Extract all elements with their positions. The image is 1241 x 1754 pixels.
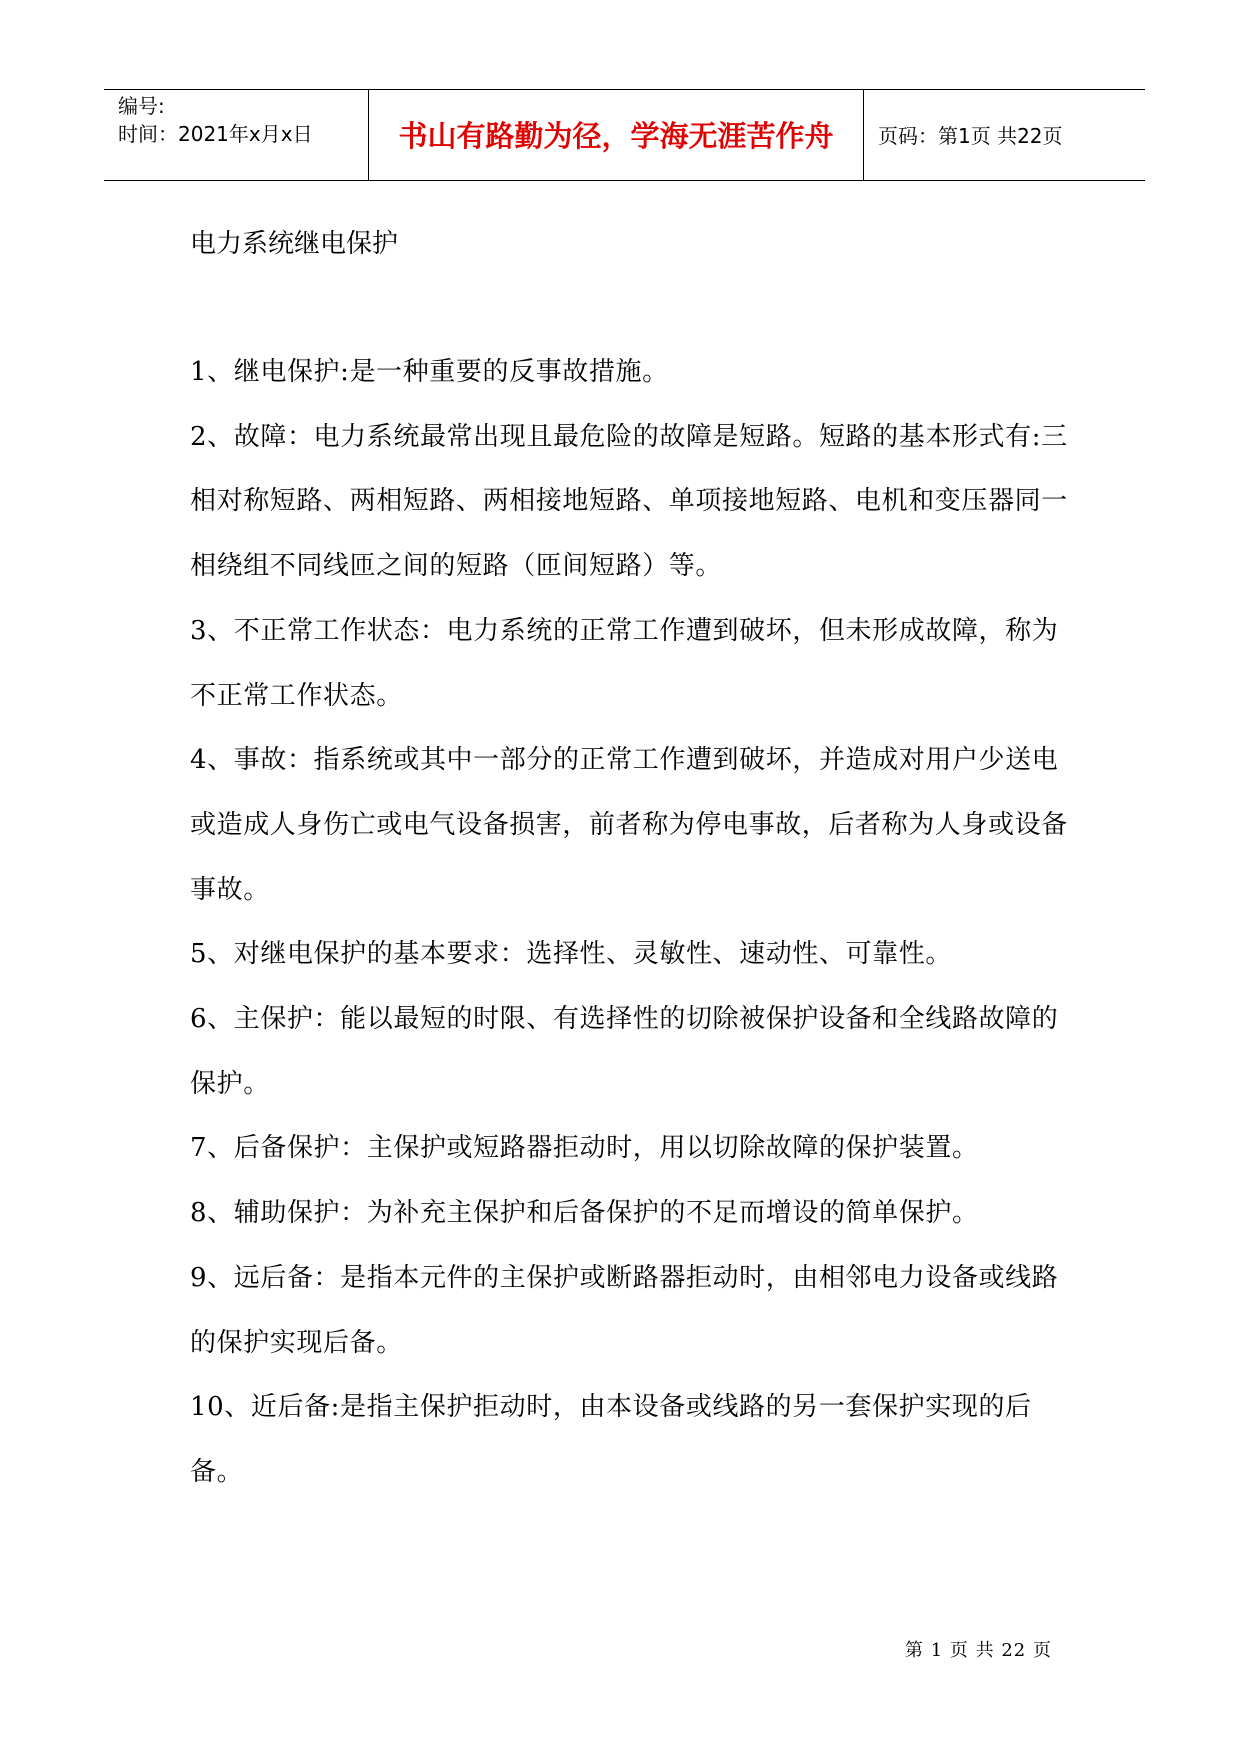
header-motto: 书山有路勤为径，学海无涯苦作舟 <box>369 90 864 180</box>
paragraph: 10、近后备:是指主保护拒动时，由本设备或线路的另一套保护实现的后备。 <box>190 1392 1032 1487</box>
paragraph: 8、辅助保护：为补充主保护和后备保护的不足而增设的简单保护。 <box>190 1198 979 1229</box>
paragraph: 7、后备保护：主保护或短路器拒动时，用以切除故障的保护装置。 <box>190 1133 979 1164</box>
paragraph: 9、远后备：是指本元件的主保护或断路器拒动时，由相邻电力设备或线路的保护实现后备。 <box>190 1262 1059 1358</box>
document-number-label: 编号: <box>118 94 165 118</box>
paragraph: 3、不正常工作状态：电力系统的正常工作遭到破坏，但未形成故障，称为不正常工作状态。 <box>190 615 1059 711</box>
title-spacer <box>190 276 1070 340</box>
paragraph: 4、事故：指系统或其中一部分的正常工作遭到破坏，并造成对用户少送电或造成人身伤亡或电气设备损害，前者称为停电事故，后者称为人身或设备事故。 <box>190 745 1068 905</box>
paragraph: 6、主保护：能以最短的时限、有选择性的切除被保护设备和全线路故障的保护。 <box>190 1004 1059 1099</box>
document-body <box>190 212 1070 1505</box>
paragraph: 2、故障：电力系统最常出现且最危险的故障是短路。短路的基本形式有:三相对称短路、两相短路、两相接地短路、单项接地短路、电机和变压器同一相绕组不同线匝之间的短路（匝间短路）等。 <box>190 421 1068 582</box>
paragraph: 5、对继电保护的基本要求：选择性、灵敏性、速动性、可靠性。 <box>190 939 952 970</box>
paragraph: 1、继电保护:是一种重要的反事故措施。 <box>190 357 669 387</box>
header-meta-cell <box>104 90 369 180</box>
document-title: 电力系统继电保护 <box>190 229 399 259</box>
header-page-info: 页码：第1页 共22页 <box>878 124 1063 148</box>
document-time-label: 时间：2021年x月x日 <box>118 122 313 146</box>
header-table <box>104 89 1145 181</box>
page-footer: 第 1 页 共 22 页 <box>905 1640 1052 1661</box>
